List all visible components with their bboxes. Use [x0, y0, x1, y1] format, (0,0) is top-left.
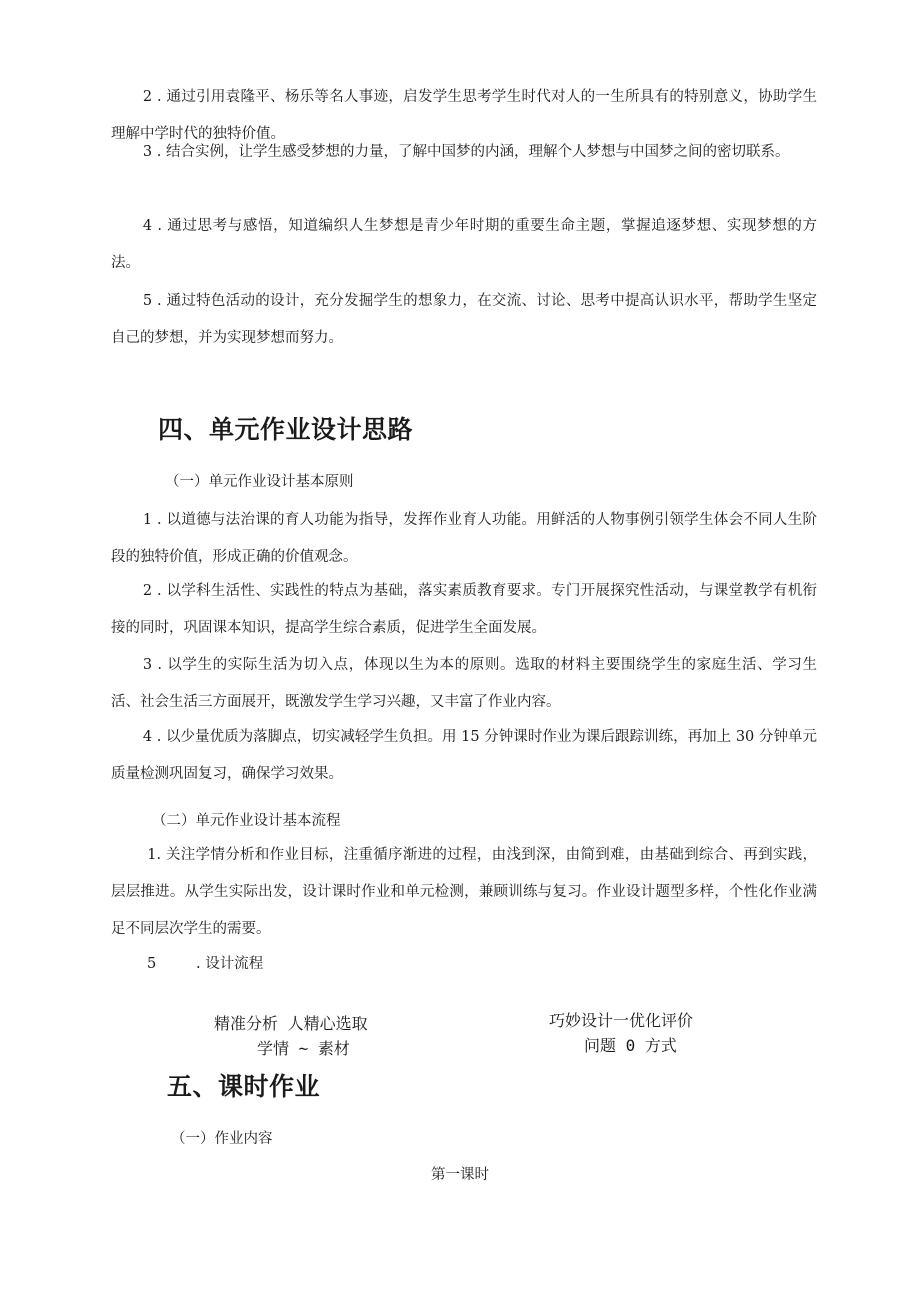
section-5-heading: 五、课时作业	[167, 1072, 321, 1101]
process-item-1: 1. 关注学情分析和作业目标，注重循序渐进的过程，由浅到深，由简到难，由基础到综合、再到实践，层层推进。从学生实际出发，设计课时作业和单元检测，兼顾训练与复习。作业设计题型多样，个性化作业满足不同层次学生的需要。	[111, 847, 817, 937]
flow-left-line-1: 精准分析 人精心选取	[214, 1014, 368, 1033]
content-title: （一）作业内容	[171, 1131, 273, 1147]
flow-left-line-2: 学情 ~ 素材	[257, 1039, 350, 1058]
principles-title: （一）单元作业设计基本原则	[165, 474, 354, 490]
principle-item-2: 2 . 以学科生活性、实践性的特点为基础，落实素质教育要求。专门开展探究性活动，与课堂教学有机衔接的同时，巩固课本知识，提高学生综合素质，促进学生全面发展。	[111, 583, 817, 636]
process-item-5-number: 5	[147, 956, 157, 972]
process-item-5-text: . 设计流程	[196, 956, 264, 972]
goal-item-4: 4 . 通过思考与感悟，知道编织人生梦想是青少年时期的重要生命主题，掌握追逐梦想、实现梦想的方法。	[111, 218, 817, 271]
flow-right-line-1: 巧妙设计一优化评价	[549, 1011, 694, 1030]
goal-item-2: 2 . 通过引用袁隆平、杨乐等名人事迹，启发学生思考学生时代对人的一生所具有的特别意义，协助学生理解中学时代的独特价值。	[111, 89, 817, 142]
section-4-heading: 四、单元作业设计思路	[158, 415, 414, 444]
principle-item-3: 3 . 以学生的实际生活为切入点，体现以生为本的原则。选取的材料主要围绕学生的家庭生活、学习生活、社会生活三方面展开，既激发学生学习兴趣，又丰富了作业内容。	[111, 657, 817, 710]
flow-right-line-2: 问题 0 方式	[584, 1036, 677, 1055]
goal-item-3: 3 . 结合实例，让学生感受梦想的力量，了解中国梦的内涵，理解个人梦想与中国梦之间的密切联系。	[142, 144, 790, 160]
principle-item-1: 1 . 以道德与法治课的育人功能为指导，发挥作业育人功能。用鲜活的人物事例引领学生体会不同人生阶段的独特价值，形成正确的价值观念。	[111, 512, 817, 565]
lesson-title: 第一课时	[431, 1167, 489, 1183]
goal-item-5: 5 . 通过特色活动的设计，充分发掘学生的想象力，在交流、讨论、思考中提高认识水平，帮助学生坚定自己的梦想，并为实现梦想而努力。	[111, 293, 817, 346]
principle-item-4: 4 . 以少量优质为落脚点，切实减轻学生负担。用 15 分钟课时作业为课后跟踪训练，再加上 30 分钟单元质量检测巩固复习，确保学习效果。	[111, 729, 817, 782]
process-title: （二）单元作业设计基本流程	[152, 813, 341, 829]
